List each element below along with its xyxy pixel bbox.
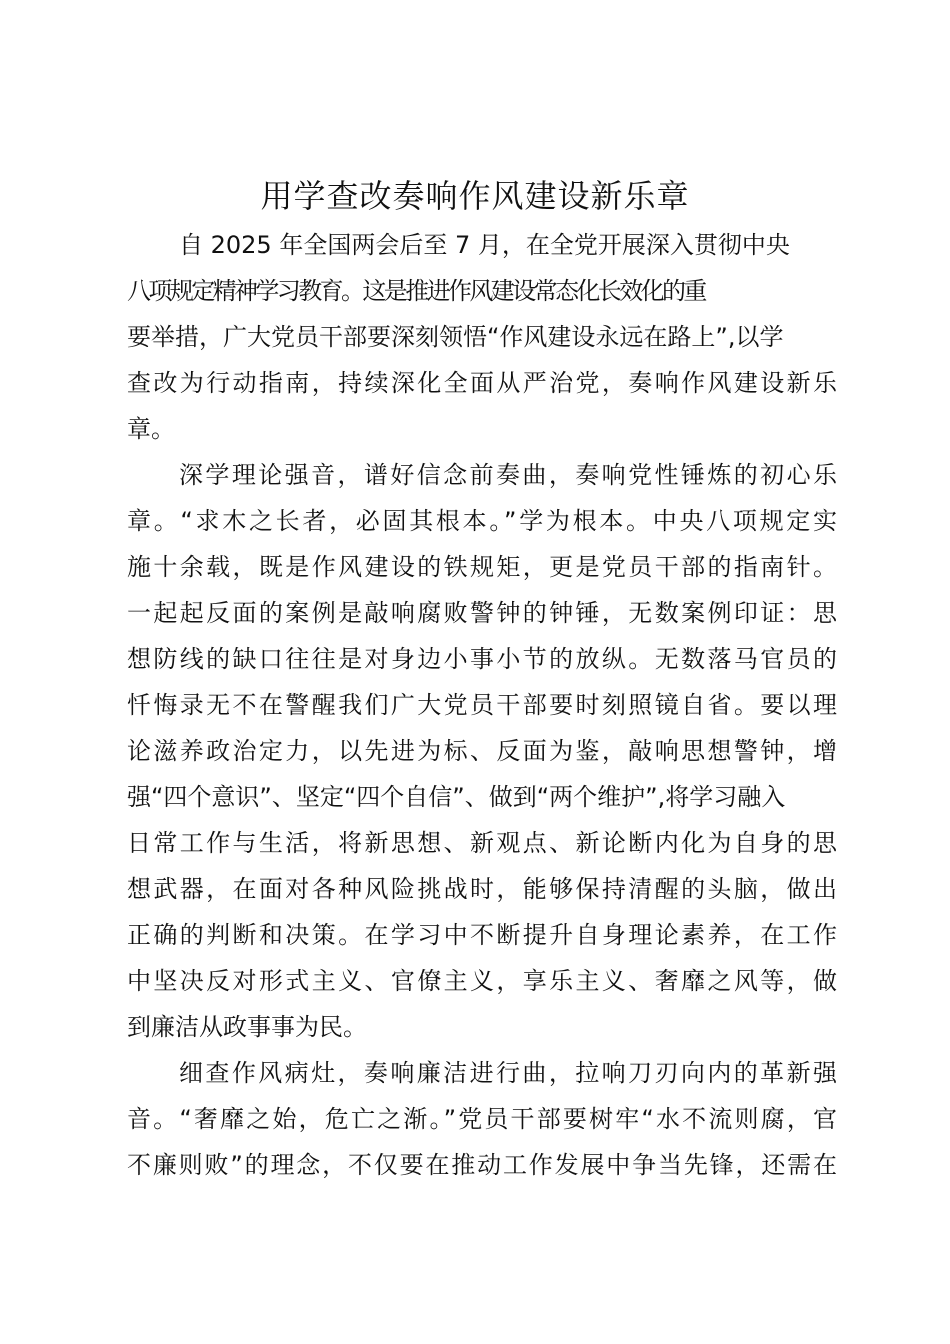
paragraph-line: 查改为行动指南，持续深化全面从严治党，奏响作风建设新乐 — [127, 369, 837, 397]
paragraph-line: 中坚决反对形式主义、官僚主义，享乐主义、奢靡之风等，做 — [127, 967, 837, 995]
paragraph-line: 施十余载，既是作风建设的铁规矩，更是党员干部的指南针。 — [127, 553, 837, 581]
paragraph-line: 论滋养政治定力，以先进为标、反面为鉴，敲响思想警钟，增 — [127, 737, 837, 765]
paragraph-line: 想防线的缺口往往是对身边小事小节的放纵。无数落马官员的 — [127, 645, 837, 673]
paragraph-line: 一起起反面的案例是敲响腐败警钟的钟锤，无数案例印证：思 — [127, 599, 837, 627]
paragraph-line: 八项规定精神学习教育。这是推进作风建设常态化长效化的重 — [127, 277, 705, 305]
paragraph-line: 音。“奢靡之始，危亡之渐。”党员干部要树牢“水不流则腐，官 — [127, 1105, 837, 1133]
paragraph-line: 深学理论强音，谱好信念前奏曲，奏响党性锤炼的初心乐 — [179, 461, 837, 489]
paragraph-line: 自 2025 年全国两会后至 7 月，在全党开展深入贯彻中央 — [179, 231, 790, 259]
paragraph-line: 想武器，在面对各种风险挑战时，能够保持清醒的头脑，做出 — [127, 875, 837, 903]
paragraph-line: 忏悔录无不在警醒我们广大党员干部要时刻照镜自省。要以理 — [127, 691, 837, 719]
paragraph-line: 要举措，广大党员干部要深刻领悟“作风建设永远在路上”,以学 — [127, 323, 784, 351]
document-body — [127, 222, 837, 1188]
document-title: 用学查改奏响作风建设新乐章 — [260, 177, 690, 215]
paragraph-line: 章。 — [127, 415, 175, 443]
paragraph-line: 正确的判断和决策。在学习中不断提升自身理论素养，在工作 — [127, 921, 837, 949]
paragraph-line: 强“四个意识”、坚定“四个自信”、做到“两个维护”,将学习融入 — [127, 783, 786, 811]
paragraph-line: 到廉洁从政事事为民。 — [127, 1013, 367, 1041]
paragraph-line: 章。“求木之长者，必固其根本。”学为根本。中央八项规定实 — [127, 507, 837, 535]
paragraph-line: 日常工作与生活，将新思想、新观点、新论断内化为自身的思 — [127, 829, 837, 857]
paragraph-line: 细查作风病灶，奏响廉洁进行曲，拉响刀刃向内的革新强 — [179, 1059, 837, 1087]
paragraph-line: 不廉则败”的理念，不仅要在推动工作发展中争当先锋，还需在 — [127, 1151, 837, 1179]
